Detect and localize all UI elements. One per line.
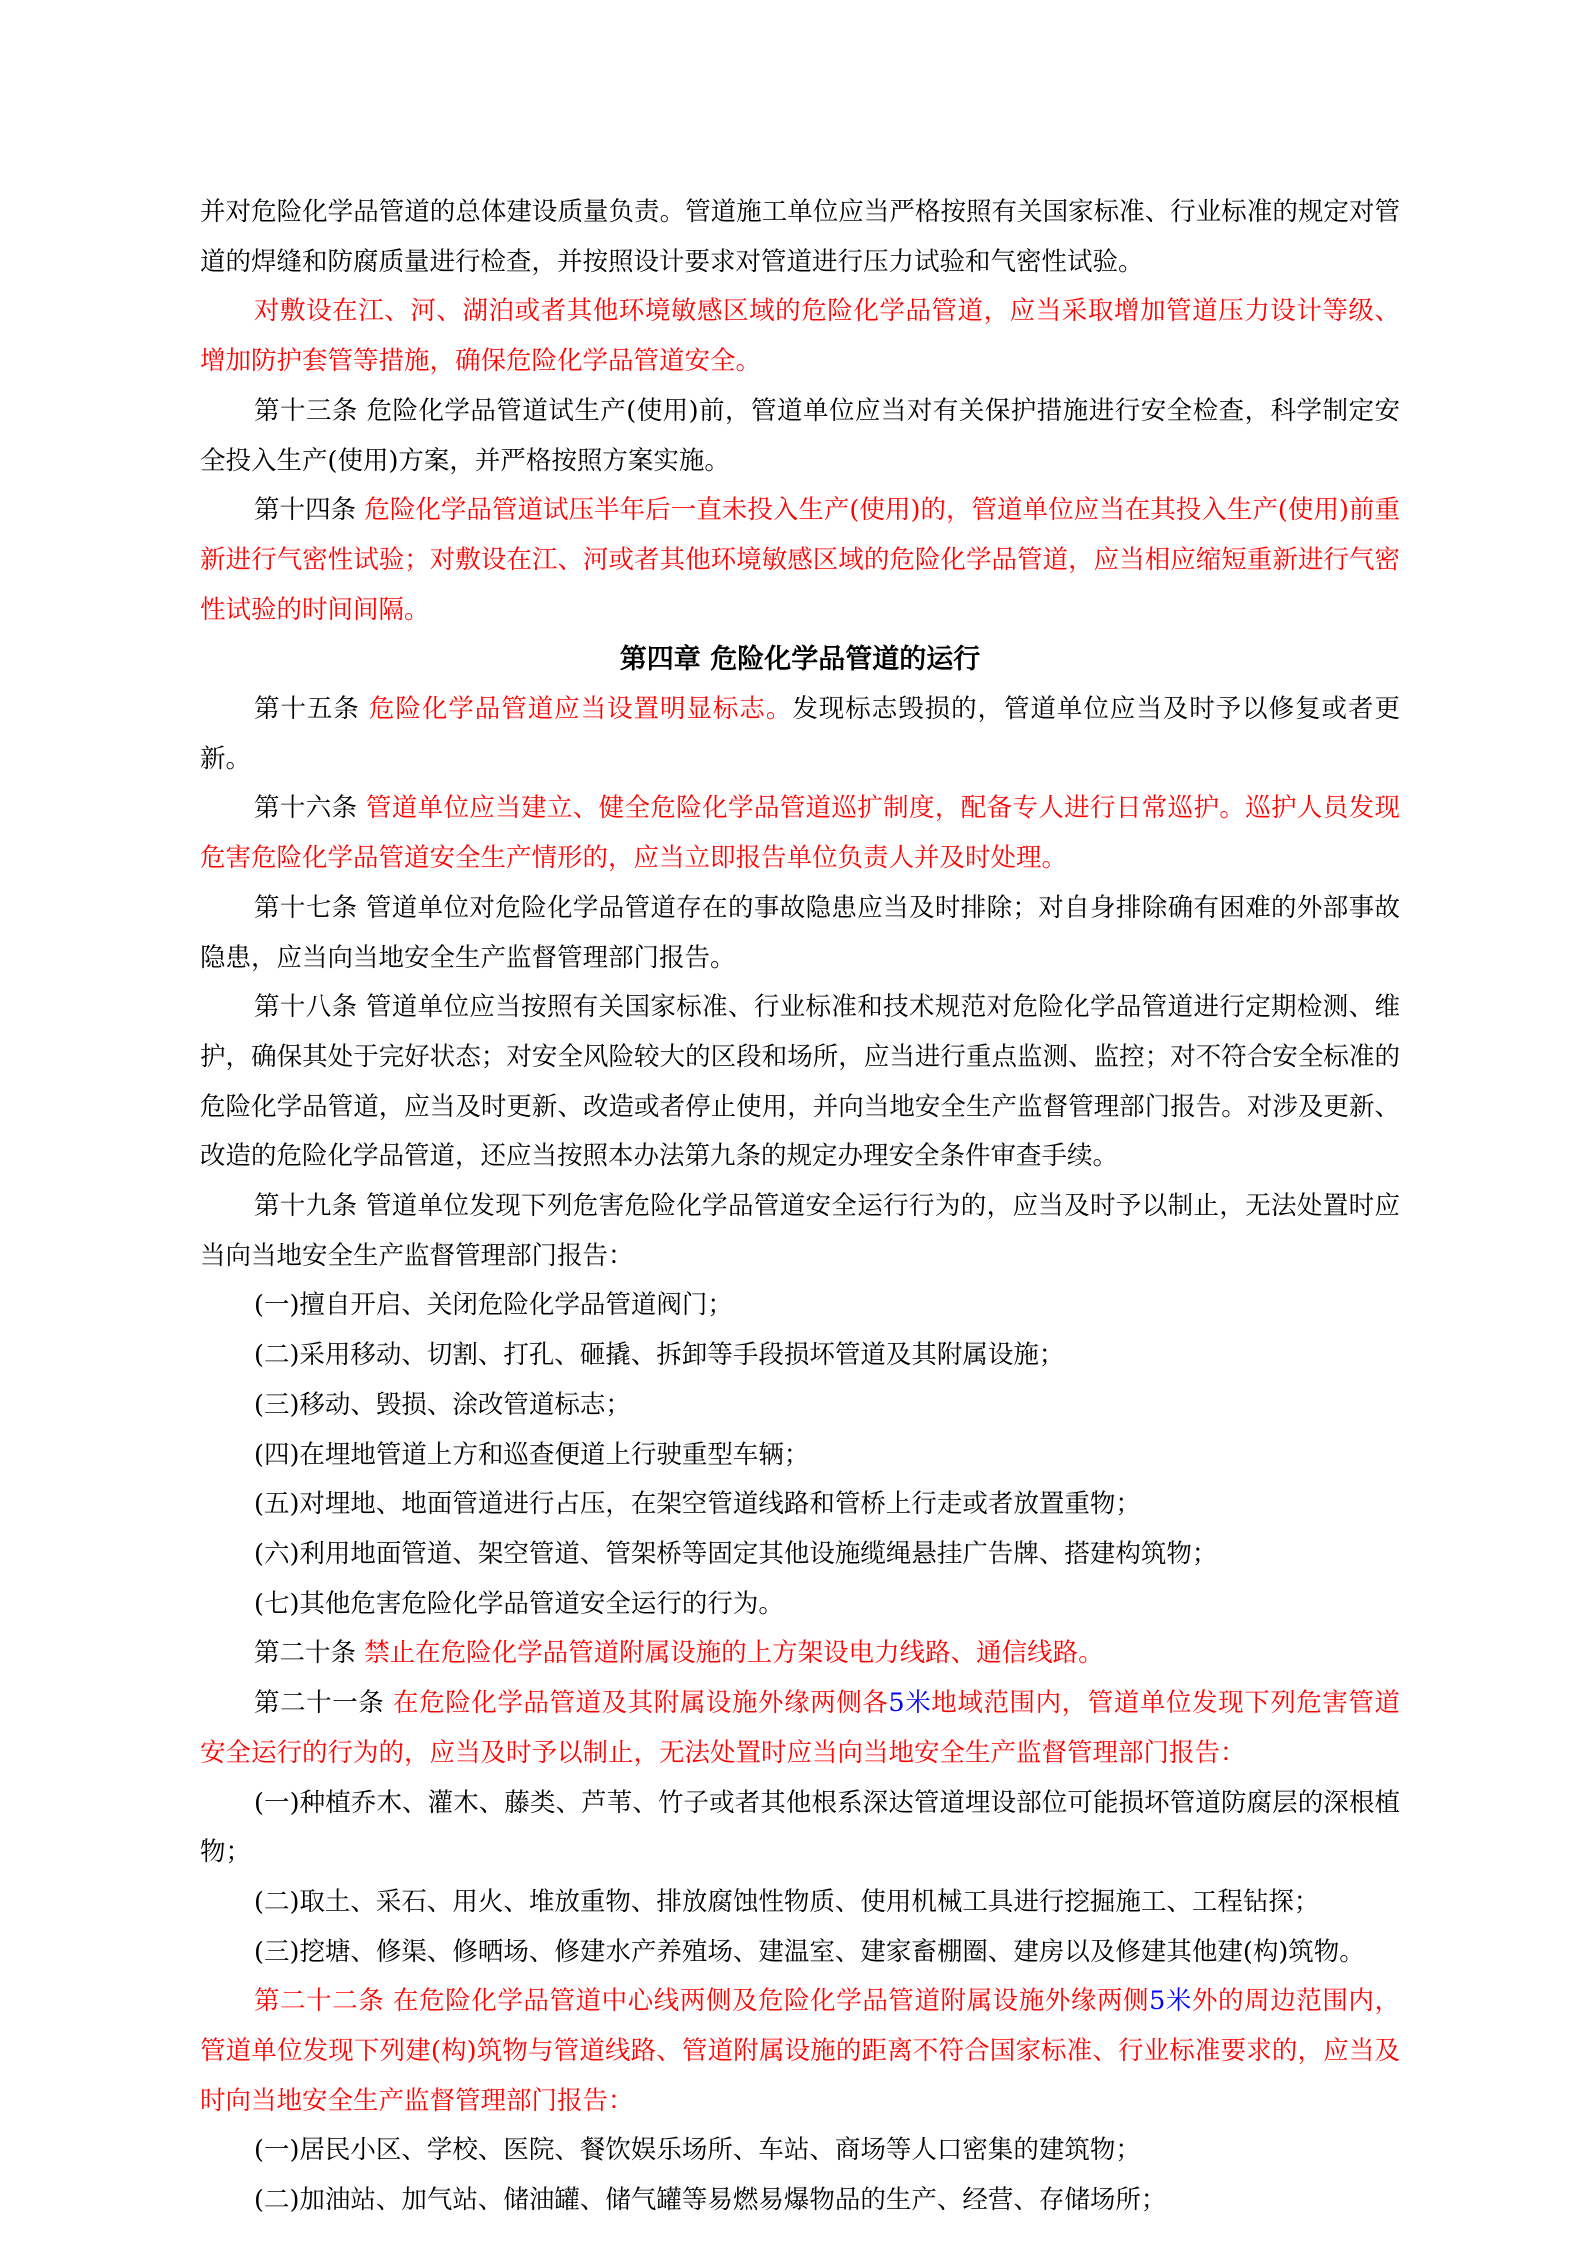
distance-value: 5米 [888,1688,932,1719]
text-run: 第十六条 [254,793,366,824]
chapter-heading [200,635,1400,685]
paragraph [200,1629,1400,1679]
text-run: (一)种植乔木、灌木、藤类、芦苇、竹子或者其他根系深达管道埋设部位可能损坏管道防腐层的深根植物； [200,1787,1400,1868]
paragraph [200,1480,1400,1530]
text-run: 第十八条 管道单位应当按照有关国家标准、行业标准和技术规范对危险化学品管道进行定期检测、维护，确保其处于完好状态；对安全风险较大的区段和场所，应当进行重点监测、监控；对不符合安全标准的危险化学品管道，应当及时更新、改造或者停止使用，并向当地安全生产监督管理部门报告。对涉及更新、改造的危险化学品管道，还应当按照本办法第九条的规定办理安全条件审查手续。 [200,992,1400,1172]
text-run: 第十三条 危险化学品管道试生产(使用)前，管道单位应当对有关保护措施进行安全检查，科学制定安全投入生产(使用)方案，并严格按照方案实施。 [200,395,1400,476]
text-run: 第十七条 管道单位对危险化学品管道存在的事故隐患应当及时排除；对自身排除确有困难的外部事故隐患，应当向当地安全生产监督管理部门报告。 [200,892,1400,973]
paragraph [200,1381,1400,1431]
paragraph [200,2176,1400,2226]
paragraph [200,1281,1400,1331]
text-run: 第二十一条 [254,1688,394,1719]
highlighted-text: 管道单位应当建立、健全危险化学品管道巡扩制度，配备专人进行日常巡护。巡护人员发现危害危险化学品管道安全生产情形的，应当立即报告单位负责人并及时处理。 [200,793,1400,874]
paragraph [200,287,1400,386]
text-run: (七)其他危害危险化学品管道安全运行的行为。 [254,1588,784,1619]
highlighted-text: 对敷设在江、河、湖泊或者其他环境敏感区域的危险化学品管道，应当采取增加管道压力设计等级、增加防护套管等措施，确保危险化学品管道安全。 [200,296,1400,377]
text-run: (三)移动、毁损、涂改管道标志； [254,1389,631,1420]
paragraph [200,884,1400,983]
highlighted-text: 第二十二条 在危险化学品管道中心线两侧及危险化学品管道附属设施外缘两侧 [254,1986,1150,2017]
document-page [200,188,1400,2226]
paragraph [200,188,1400,287]
highlighted-text: 在危险化学品管道及其附属设施外缘两侧各 [393,1688,889,1719]
paragraph [200,387,1400,486]
text-run: (一)擅自开启、关闭危险化学品管道阀门； [254,1290,733,1321]
text-run: 并对危险化学品管道的总体建设质量负责。管道施工单位应当严格按照有关国家标准、行业标准的规定对管道的焊缝和防腐质量进行检查，并按照设计要求对管道进行压力试验和气密性试验。 [200,197,1400,277]
highlighted-text: 危险化学品管道试压半年后一直未投入生产(使用)的，管道单位应当在其投入生产(使用)前重新进行气密性试验；对敷设在江、河或者其他环境敏感区域的危险化学品管道，应当相应缩短重新进行气密性试验的时间间隔。 [200,495,1401,625]
paragraph [200,1182,1400,1281]
paragraph [200,983,1400,1182]
highlighted-text: 外的周边范围内，管道单位发现下列建(构)筑物与管道线路、管道附属设施的距离不符合国家标准、行业标准要求的，应当及时向当地安全生产监督管理部门报告： [200,1986,1400,2116]
paragraph [200,1431,1400,1481]
highlighted-text: 地域范围内，管道单位发现下列危害管道安全运行的行为的，应当及时予以制止，无法处置时应当向当地安全生产监督管理部门报告： [200,1688,1400,1768]
text-run: (二)加油站、加气站、储油罐、储气罐等易燃易爆物品的生产、经营、存储场所； [254,2185,1167,2216]
text-run: (五)对埋地、地面管道进行占压，在架空管道线路和管桥上行走或者放置重物； [254,1489,1141,1520]
text-run: 第四章 危险化学品管道的运行 [619,644,981,676]
paragraph [200,784,1400,883]
text-run: 第十四条 [254,495,365,526]
text-run: (四)在埋地管道上方和巡查便道上行驶重型车辆； [254,1439,810,1470]
paragraph [200,1878,1400,1928]
paragraph [200,2126,1400,2176]
text-run: (二)采用移动、切割、打孔、砸撬、拆卸等手段损坏管道及其附属设施； [254,1340,1065,1371]
paragraph [200,1928,1400,1978]
distance-value: 5米 [1149,1986,1192,2017]
paragraph [200,1580,1400,1630]
text-run: (六)利用地面管道、架空管道、管架桥等固定其他设施缆绳悬挂广告牌、搭建构筑物； [254,1538,1218,1569]
text-run: 第十九条 管道单位发现下列危害危险化学品管道安全运行行为的，应当及时予以制止，无法处置时应当向当地安全生产监督管理部门报告： [200,1191,1400,1271]
text-run: 第二十条 [254,1638,365,1669]
text-run: (一)居民小区、学校、医院、餐饮娱乐场所、车站、商场等人口密集的建筑物； [254,2135,1141,2166]
paragraph [200,1779,1400,1878]
highlighted-text: 禁止在危险化学品管道附属设施的上方架设电力线路、通信线路。 [364,1638,1104,1669]
paragraph [200,1679,1400,1778]
text-run: 发现标志毁损的，管道单位应当及时予以修复或者更新。 [200,694,1400,774]
paragraph [200,486,1400,635]
paragraph [200,1530,1400,1580]
text-run: 第十五条 [254,694,369,725]
highlighted-text: 危险化学品管道应当设置明显标志。 [368,694,793,725]
paragraph [200,1977,1400,2126]
paragraph [200,1331,1400,1381]
paragraph [200,685,1400,784]
text-run: (二)取土、采石、用火、堆放重物、排放腐蚀性物质、使用机械工具进行挖掘施工、工程钻探； [254,1886,1320,1917]
text-run: (三)挖塘、修渠、修晒场、修建水产养殖场、建温室、建家畜棚圈、建房以及修建其他建(构)筑物。 [254,1936,1365,1967]
